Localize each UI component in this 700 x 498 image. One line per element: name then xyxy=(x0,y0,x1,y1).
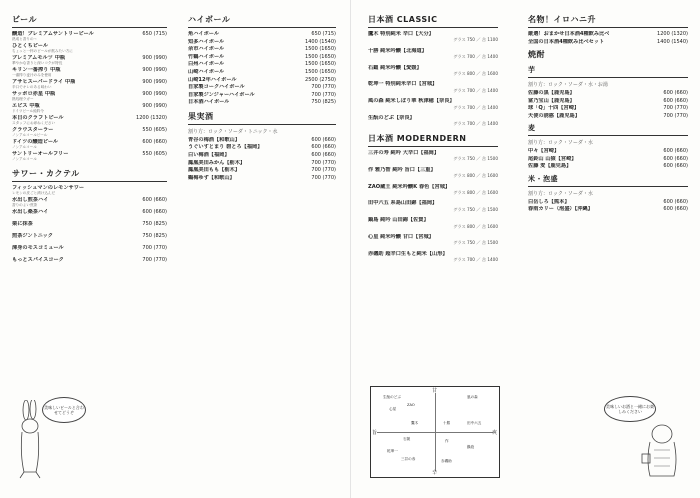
menu-item xyxy=(12,151,167,162)
menu-item xyxy=(188,137,336,143)
item-name: サッポロ赤星 中瓶 xyxy=(12,90,56,97)
item-name: 余市ハイボール xyxy=(188,46,225,53)
sake-prices: グラス 800 ／ 合 1600 xyxy=(453,223,498,229)
sake-item xyxy=(368,234,498,247)
item-price: 600 (660) xyxy=(311,151,336,158)
section-title-modern: 日本酒 MODERNDERN xyxy=(368,133,498,147)
item-description: 熱処理ラガー xyxy=(12,97,34,102)
section-title-classic: 日本酒 CLASSIC xyxy=(368,14,498,28)
item-price: 1500 (1650) xyxy=(305,53,336,60)
menu-item xyxy=(12,209,167,220)
sake-item xyxy=(368,184,498,197)
menu-item xyxy=(188,84,336,90)
item-name: 白州ハイボール xyxy=(188,61,225,68)
chart-point: 生酛のどぶ xyxy=(383,395,401,399)
item-name: 煎茶ジントニック xyxy=(12,232,53,239)
item-price: 700 (770) xyxy=(663,112,688,119)
menu-item xyxy=(188,54,336,60)
item-name: 栗に抹茶 xyxy=(12,220,33,227)
section-title-shochu: 焼酎 xyxy=(528,50,545,59)
item-price: 700 (770) xyxy=(311,167,336,174)
item-price: 600 (660) xyxy=(663,163,688,170)
item-name: サントリーオールフリー xyxy=(12,150,69,157)
item-price: 750 (825) xyxy=(311,99,336,106)
sake-name: ZAO蔵王 純米吟醸K 春色【宮城】 xyxy=(368,183,451,190)
column-highball-fruit xyxy=(188,14,336,184)
menu-item xyxy=(12,103,167,114)
item-description xyxy=(12,227,167,231)
menu-item xyxy=(528,90,688,96)
sake-prices: グラス 700 ／ 合 1400 xyxy=(453,54,498,60)
item-name: ひとくちビール xyxy=(12,42,49,49)
item-price: 600 (660) xyxy=(663,206,688,213)
meibutsu-section xyxy=(528,14,688,45)
item-description xyxy=(12,251,167,255)
subsection-kome: 米・泡盛 xyxy=(528,174,688,187)
item-price: 900 (990) xyxy=(142,66,167,73)
item-price: 1500 (1650) xyxy=(305,61,336,68)
item-description: ノンアルコール xyxy=(12,157,37,162)
item-price: 700 (770) xyxy=(311,174,336,181)
menu-item xyxy=(528,156,688,162)
menu-item xyxy=(12,115,167,126)
item-description xyxy=(12,263,167,267)
sour-section xyxy=(12,168,167,268)
sake-item xyxy=(368,167,498,180)
sake-item xyxy=(368,98,498,111)
sake-item xyxy=(368,251,498,264)
item-price: 600 (660) xyxy=(142,138,167,145)
item-price: 750 (825) xyxy=(142,220,167,227)
item-name: 水出し桑茶ハイ xyxy=(12,208,49,215)
chart-point: ZAO xyxy=(407,403,415,407)
item-price: 1500 (1650) xyxy=(305,68,336,75)
item-price: 550 (605) xyxy=(142,150,167,157)
item-name: 渾身のモスコミュール xyxy=(12,244,64,251)
column-shochu xyxy=(528,14,688,216)
item-name: 佐藤 麦【鹿児島】 xyxy=(528,163,572,170)
menu-item xyxy=(188,144,336,150)
menu-item xyxy=(12,245,167,256)
sake-item xyxy=(368,31,498,44)
sake-item xyxy=(368,115,498,128)
sake-prices: グラス 700 ／ 合 1400 xyxy=(453,257,498,263)
sake-name: 石鎚 純米吟醸【愛媛】 xyxy=(368,64,422,71)
item-name: 鳳凰美田もも【栃木】 xyxy=(188,167,240,174)
menu-item xyxy=(188,160,336,166)
item-name: 鶴梅ゆず【和歌山】 xyxy=(188,174,235,181)
sake-prices: グラス 700 ／ 合 1400 xyxy=(453,121,498,127)
sake-name: 乾坤一 特別純米辛口【宮城】 xyxy=(368,81,438,88)
item-price: 600 (660) xyxy=(663,198,688,205)
chart-label-left: 旨 xyxy=(372,430,378,436)
sake-name: 田中六五 糸島山田錦【福岡】 xyxy=(368,200,438,207)
menu-item xyxy=(188,31,336,37)
menu-item xyxy=(188,175,336,181)
modern-section xyxy=(368,133,498,264)
item-name: 山崎ハイボール xyxy=(188,68,225,75)
sake-name: 生酛のどぶ【奈良】 xyxy=(368,115,415,122)
sake-item xyxy=(368,48,498,61)
item-name: 春雨カリー（泡盛）【沖縄】 xyxy=(528,206,593,213)
item-description: ノンアルコール xyxy=(12,145,37,150)
menu-item xyxy=(12,257,167,268)
sake-item xyxy=(368,81,498,94)
speech-bubble-left: 美味しいビールと合わせてどうぞ xyxy=(42,397,86,423)
subsection-mugi: 麦 xyxy=(528,123,688,136)
menu-item xyxy=(528,199,688,205)
item-price: 700 (770) xyxy=(311,84,336,91)
chart-horizontal-axis xyxy=(377,432,493,433)
section-title-meibutsu: 名物！イロハニ升 xyxy=(528,14,688,28)
item-name: 自家製コークハイボール xyxy=(188,84,245,91)
item-price: 600 (660) xyxy=(142,208,167,215)
sake-item xyxy=(368,200,498,213)
item-price: 600 (660) xyxy=(311,136,336,143)
menu-item xyxy=(12,79,167,90)
classic-section xyxy=(368,14,498,128)
sake-name: 風の森 純米しぼり華 秋津穂【奈良】 xyxy=(368,98,455,105)
fruit-section xyxy=(188,111,336,181)
item-name: 角ハイボール xyxy=(188,31,220,37)
item-price: 900 (990) xyxy=(142,90,167,97)
kome-mix-note: 割り方：ロック・ソーダ・水 xyxy=(528,190,593,197)
sake-item xyxy=(368,65,498,78)
beer-section xyxy=(12,14,167,162)
menu-item xyxy=(12,55,167,66)
sake-prices: グラス 700 ／ 合 1400 xyxy=(453,104,498,110)
item-price: 1500 (1650) xyxy=(305,46,336,53)
item-name: 自家製ジンジャーハイボール xyxy=(188,91,255,98)
menu-item xyxy=(528,31,688,37)
sake-prices: グラス 700 ／ 合 1400 xyxy=(453,87,498,93)
chart-point: 十勝 xyxy=(443,421,451,425)
item-price: 650 (715) xyxy=(311,31,336,37)
mugi-mix-note: 割り方：ロック・ソーダ・水 xyxy=(528,140,593,147)
item-price: 700 (770) xyxy=(311,91,336,98)
chart-label-right: 爽 xyxy=(492,430,498,436)
item-name: 知多ハイボール xyxy=(188,38,225,45)
menu-item xyxy=(12,185,167,196)
sake-prices: グラス 800 ／ 合 1600 xyxy=(453,173,498,179)
tiger-illustration xyxy=(636,420,686,482)
chart-point: 三井の寿 xyxy=(401,457,416,461)
fruit-mix-note: 割り方：ロック・ソーダ・トニック・水 xyxy=(188,128,278,135)
item-name: 尾鈴山 山猿【宮崎】 xyxy=(528,155,577,162)
item-description: ドイツビール純粋令 xyxy=(12,109,44,114)
sake-name: 作 雅乃智 純吟 旨口【三重】 xyxy=(368,166,436,173)
item-description: ノンアルコールビール xyxy=(12,133,48,138)
item-name: もっとスパイスコーク xyxy=(12,256,64,263)
menu-item xyxy=(188,39,336,45)
item-price: 1200 (1320) xyxy=(136,114,167,121)
column-sake xyxy=(368,14,498,268)
item-description: レモンの皮ごと漬け込んだ xyxy=(12,191,56,196)
item-name: 山崎12年ハイボール xyxy=(188,76,237,83)
section-title-beer: ビール xyxy=(12,14,167,28)
column-beer-sour xyxy=(12,14,167,270)
chart-point: 風の森 xyxy=(467,395,478,399)
sake-taste-chart xyxy=(370,386,500,478)
item-description: 華やかな香りと深いコクが特長 xyxy=(12,61,63,66)
menu-item xyxy=(12,31,167,42)
item-name: 青谷の梅酒【和歌山】 xyxy=(188,136,240,143)
item-name: 佐藤の黒【鹿児島】 xyxy=(528,90,575,96)
item-price: 600 (660) xyxy=(663,155,688,162)
item-price: 600 (660) xyxy=(311,144,336,151)
menu-item xyxy=(12,67,167,78)
menu-item xyxy=(12,233,167,244)
sake-item xyxy=(368,217,498,230)
imo-mix-note: 割り方：ロック・ソーダ・水・お湯 xyxy=(528,82,608,88)
item-name: 鳳凰美田みかん【栃木】 xyxy=(188,159,246,166)
sake-name: 心星 純米吟醸 甘口【宮城】 xyxy=(368,233,434,240)
sake-name: 鍋島 純吟 山田錦【佐賀】 xyxy=(368,217,429,224)
item-name: 竹鶴ハイボール xyxy=(188,53,225,60)
menu-item xyxy=(528,148,688,154)
menu-item xyxy=(12,139,167,150)
menu-item xyxy=(12,197,167,208)
item-price: 700 (770) xyxy=(663,105,688,112)
menu-item xyxy=(188,99,336,105)
item-price: 600 (660) xyxy=(663,97,688,104)
item-name: 水出し煎茶ハイ xyxy=(12,196,49,203)
chart-label-bottom: 辛 xyxy=(432,470,438,476)
menu-item xyxy=(12,43,167,54)
sake-prices: グラス 750 ／ 合 1500 xyxy=(453,240,498,246)
menu-item xyxy=(528,113,688,119)
menu-item xyxy=(528,206,688,212)
item-price: 600 (660) xyxy=(663,148,688,155)
item-name: 白岳しろ【熊本】 xyxy=(528,198,570,205)
item-price: 900 (990) xyxy=(142,54,167,61)
menu-item xyxy=(12,127,167,138)
item-name: 白い梅酒【福岡】 xyxy=(188,151,230,158)
chart-point: 乾坤一 xyxy=(387,449,398,453)
item-price: 650 (715) xyxy=(142,31,167,37)
chart-label-top: 甘 xyxy=(432,388,438,394)
item-name: うぐいすとまり 碧とろ【福岡】 xyxy=(188,144,263,151)
menu-item xyxy=(188,77,336,83)
item-name: 醸造！プレミアムサントリービール xyxy=(12,31,94,37)
item-description: スタッフにお尋ねください xyxy=(12,121,56,126)
item-price: 900 (990) xyxy=(142,78,167,85)
item-name: 日本酒ハイボール xyxy=(188,99,230,106)
item-price: 1200 (1320) xyxy=(657,31,688,37)
menu-item xyxy=(528,163,688,169)
chart-point: 赤磯助 xyxy=(441,459,452,463)
section-title-sour: サワー・カクテル xyxy=(12,168,167,182)
sake-name: 三井の寿 純吟 大辛口【福岡】 xyxy=(368,149,440,156)
highball-section xyxy=(188,14,336,106)
item-name: 全国の日本酒4種飲み比べセット xyxy=(528,38,605,45)
sake-prices: グラス 750 ／ 合 1500 xyxy=(453,206,498,212)
item-price: 1400 (1540) xyxy=(305,38,336,45)
item-price: 1400 (1540) xyxy=(657,38,688,45)
page-fold xyxy=(350,0,351,498)
sake-prices: グラス 750 ／ 合 1100 xyxy=(453,37,498,43)
item-description: 一番搾り麦汁のみを使用 xyxy=(12,73,52,78)
sake-prices: グラス 800 ／ 合 1600 xyxy=(453,189,498,195)
menu-item xyxy=(528,98,688,104)
item-name: エビス 中瓶 xyxy=(12,102,40,109)
chart-point: 心星 xyxy=(389,407,397,411)
item-price: 600 (660) xyxy=(142,196,167,203)
sake-name: 十勝 純米吟醸【北海道】 xyxy=(368,47,427,54)
menu-item xyxy=(188,61,336,67)
item-description xyxy=(12,215,167,219)
menu-item xyxy=(188,167,336,173)
item-price: 550 (605) xyxy=(142,126,167,133)
item-price: 600 (660) xyxy=(663,90,688,96)
chart-point: 鍋島 xyxy=(467,445,475,449)
item-description: 熟成と香りの〜 xyxy=(12,37,38,42)
sake-name: 鷹木 特別純米 辛口【大分】 xyxy=(368,31,434,37)
menu-item xyxy=(12,91,167,102)
item-name: 本日のクラフトビール xyxy=(12,114,64,121)
rabbit-illustration xyxy=(12,400,48,480)
item-price: 900 (990) xyxy=(142,102,167,109)
menu-item xyxy=(188,152,336,158)
item-name: 球「Q」十四【宮崎】 xyxy=(528,105,580,112)
section-title-fruit: 果実酒 xyxy=(188,111,336,125)
menu-item xyxy=(528,105,688,111)
menu-item xyxy=(188,69,336,75)
item-name: 厳選！おまかせ日本酒4種飲み比べ xyxy=(528,31,610,37)
menu-item xyxy=(528,39,688,45)
menu-item xyxy=(188,92,336,98)
item-name: クラウスターラー xyxy=(12,126,54,133)
section-title-highball: ハイボール xyxy=(188,14,336,28)
chart-point: 鷹木 xyxy=(411,421,419,425)
item-name: 富乃宝山【鹿児島】 xyxy=(528,97,575,104)
sake-prices: グラス 800 ／ 合 1600 xyxy=(453,71,498,77)
sake-item xyxy=(368,150,498,163)
item-name: キリン一番搾り 中瓶 xyxy=(12,66,61,73)
chart-point: 作 xyxy=(445,439,449,443)
menu-item xyxy=(12,221,167,232)
sake-prices: グラス 750 ／ 合 1500 xyxy=(453,156,498,162)
item-price: 700 (770) xyxy=(311,159,336,166)
item-price: 2500 (2750) xyxy=(305,76,336,83)
shochu-section xyxy=(528,49,688,213)
item-price: 700 (770) xyxy=(142,244,167,251)
item-name: 中々【宮崎】 xyxy=(528,148,560,155)
chart-point: 石鎚 xyxy=(403,437,411,441)
menu-item xyxy=(188,46,336,52)
item-price: 750 (825) xyxy=(142,232,167,239)
subsection-imo: 芋 xyxy=(528,65,688,78)
item-description: 香りのよい煎茶 xyxy=(12,203,38,208)
item-name: フィッシュマンのレモンサワー xyxy=(12,184,85,191)
item-name: プレミアムモルツ 中瓶 xyxy=(12,54,66,61)
speech-bubble-right: 美味しいお酒と一緒にお楽しみください xyxy=(604,396,656,422)
item-name: ドイツの醸造ビール xyxy=(12,138,59,145)
item-price: 700 (770) xyxy=(142,256,167,263)
item-name: 天使の誘惑【鹿児島】 xyxy=(528,112,580,119)
item-description: ちょっと一杯のビールが飲みたい方に xyxy=(12,49,73,54)
chart-point: 田中六五 xyxy=(467,421,482,425)
item-name: アサヒスーパードライ 中瓶 xyxy=(12,78,76,85)
item-description: 辛口でキレのある味わい xyxy=(12,85,52,90)
sake-name: 赤磯助 超辛口生もと純米【山形】 xyxy=(368,250,448,257)
item-description xyxy=(12,239,167,243)
